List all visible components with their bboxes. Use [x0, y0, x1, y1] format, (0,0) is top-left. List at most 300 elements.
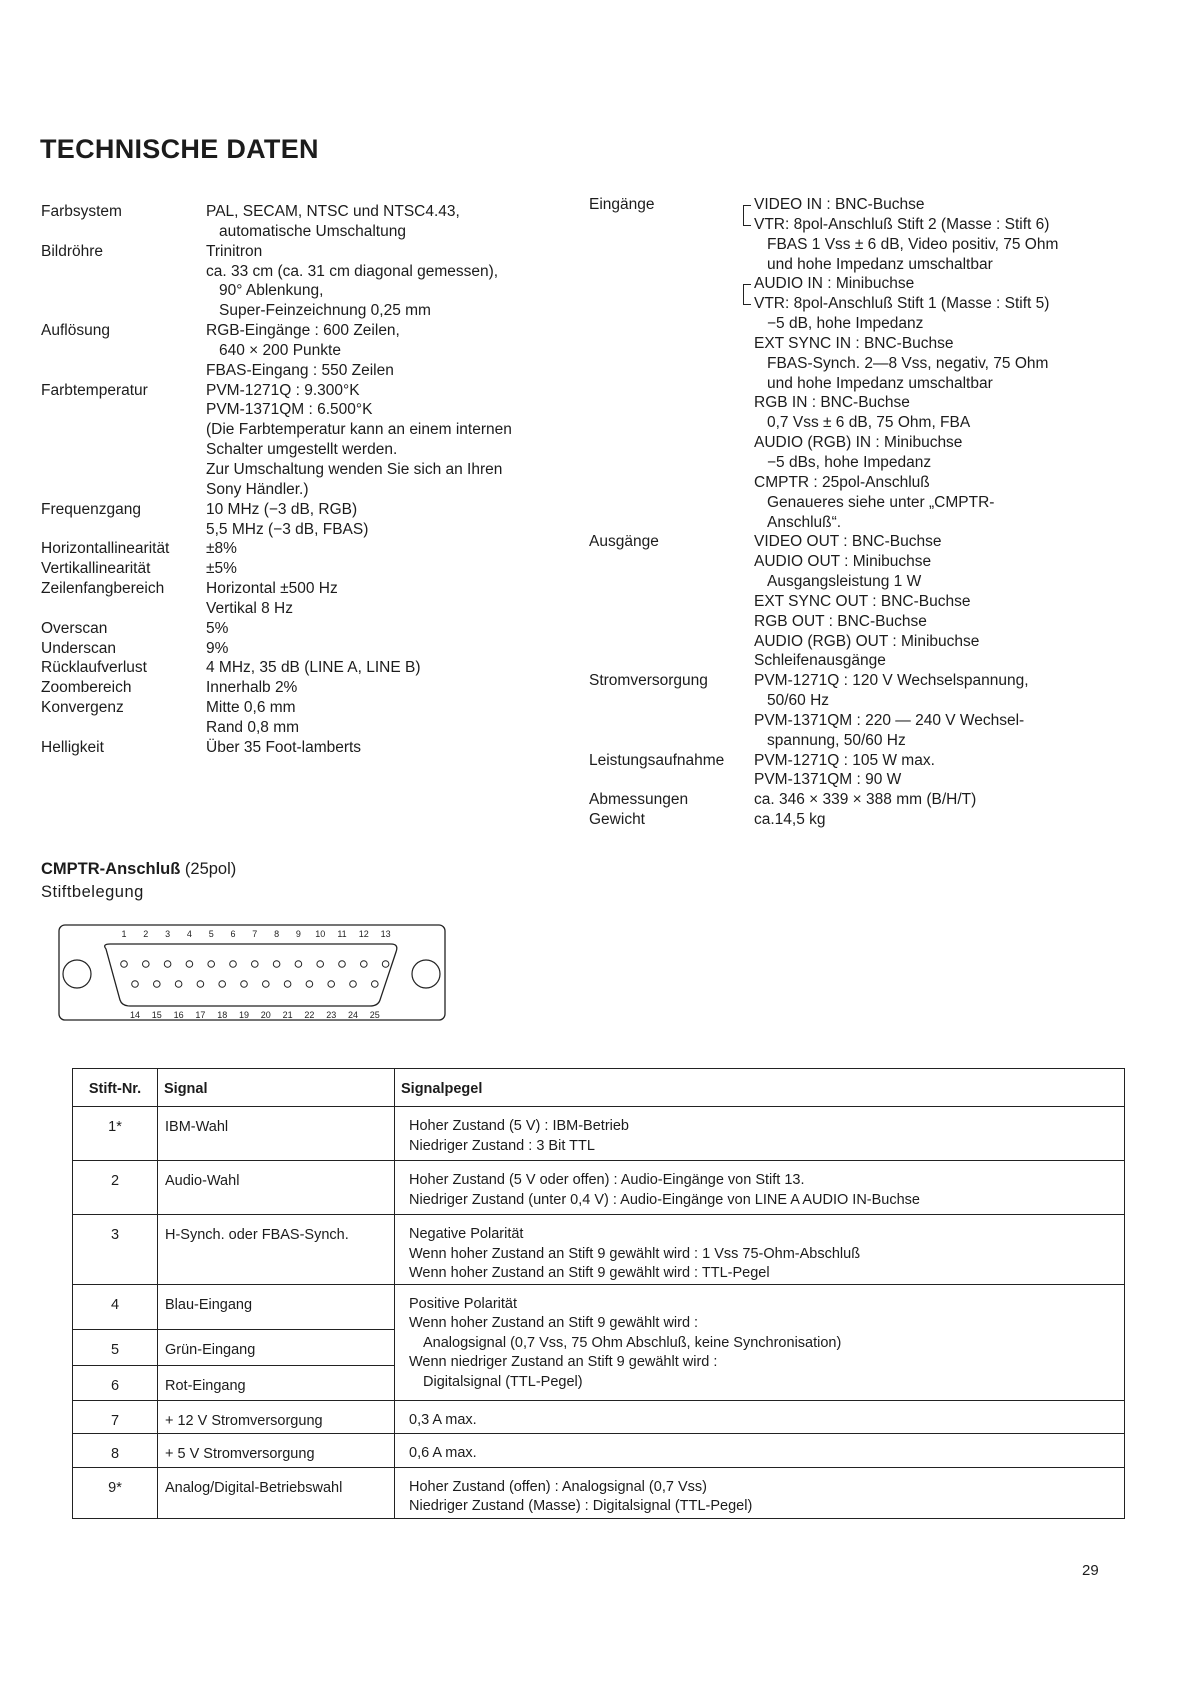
spec-value-wrap [206, 678, 297, 698]
spec-value: PVM-1271Q : 105 W max. [754, 751, 935, 769]
spec-value-wrap [754, 810, 826, 830]
spec-label [41, 480, 206, 500]
spec-row [589, 334, 1058, 354]
signal-level-line: Wenn hoher Zustand an Stift 9 gewählt wird : TTL-Pegel [409, 1265, 770, 1281]
spec-row [41, 698, 512, 718]
spec-value: (Die Farbtemperatur kann an einem internen [206, 421, 512, 439]
spec-value: Schalter umgestellt werden. [206, 441, 398, 459]
spec-value-wrap [754, 632, 979, 652]
spec-label [589, 552, 754, 572]
spec-row [589, 632, 1058, 652]
spec-value-wrap [206, 321, 400, 341]
spec-value: PVM-1271Q : 9.300°K [206, 381, 360, 399]
spec-row [589, 235, 1058, 255]
spec-value-wrap [754, 751, 935, 771]
pin-label: 13 [380, 929, 391, 939]
spec-label [589, 453, 754, 473]
spec-value-wrap [754, 671, 1029, 691]
spec-row [41, 658, 512, 678]
spec-label [41, 341, 206, 361]
pin-13 [382, 961, 389, 968]
spec-value-wrap [206, 400, 372, 420]
spec-value-wrap [754, 374, 993, 394]
signal-level-line: Hoher Zustand (5 V oder offen) : Audio-Eingänge von Stift 13. [409, 1172, 805, 1188]
bracket-icon [743, 294, 751, 305]
pin-label: 6 [230, 929, 236, 939]
spec-row [41, 619, 512, 639]
spec-label [589, 255, 754, 275]
spec-row [589, 314, 1058, 334]
pin-22 [306, 981, 313, 988]
spec-value-wrap [206, 242, 262, 262]
spec-value: 5% [206, 619, 229, 637]
spec-label [41, 400, 206, 420]
spec-value-wrap [754, 413, 970, 433]
spec-value-wrap [206, 361, 394, 381]
spec-value: ca. 346 × 339 × 388 mm (B/H/T) [754, 791, 977, 809]
spec-value-wrap [754, 314, 923, 334]
mounting-hole-icon [63, 960, 91, 988]
pin-15 [154, 981, 161, 988]
spec-value-wrap [206, 539, 237, 559]
signal-level [395, 1467, 1125, 1518]
spec-row [41, 460, 512, 480]
spec-value: Ausgangsleistung 1 W [767, 573, 922, 591]
spec-row [589, 374, 1058, 394]
spec-value-wrap [206, 619, 228, 639]
spec-value: Mitte 0,6 mm [206, 699, 296, 717]
spec-value-wrap [754, 294, 1049, 314]
pin-number: 6 [73, 1365, 158, 1400]
pin-number: 3 [73, 1215, 158, 1285]
spec-label: Rücklaufverlust [41, 659, 147, 677]
spec-label [589, 235, 754, 255]
spec-value: Schleifenausgänge [754, 652, 886, 670]
spec-row [589, 572, 1058, 592]
pin-label: 25 [369, 1010, 380, 1020]
spec-label [589, 354, 754, 374]
pin-label: 17 [195, 1010, 206, 1020]
spec-value: AUDIO OUT : Minibuchse [754, 553, 932, 571]
spec-value-wrap [206, 738, 361, 758]
spec-value: VIDEO IN : BNC-Buchse [754, 196, 925, 213]
pin-6 [230, 961, 237, 968]
spec-value-wrap [754, 433, 962, 453]
spec-row [41, 202, 512, 222]
pin-label: 11 [337, 929, 347, 939]
spec-label: Zoombereich [41, 679, 132, 697]
signal-level-line: Wenn hoher Zustand an Stift 9 gewählt wird : 1 Vss 75-Ohm-Abschluß [409, 1245, 861, 1262]
spec-value: automatische Umschaltung [219, 222, 406, 240]
spec-row [589, 393, 1058, 413]
spec-value: 9% [206, 639, 229, 657]
spec-value: EXT SYNC OUT : BNC-Buchse [754, 592, 971, 610]
pin-23 [328, 981, 335, 988]
spec-row [41, 500, 512, 520]
signal-level [395, 1107, 1125, 1161]
spec-value: RGB IN : BNC-Buchse [754, 394, 910, 412]
signal-level-line: Positive Polarität [409, 1295, 517, 1312]
spec-label: Farbtemperatur [41, 381, 148, 399]
spec-row [41, 559, 512, 579]
spec-value: FBAS 1 Vss ± 6 dB, Video positiv, 75 Ohm [767, 235, 1059, 253]
pin-number: 2 [73, 1161, 158, 1215]
specs-left-column [41, 202, 512, 758]
spec-value: 5,5 MHz (−3 dB, FBAS) [206, 520, 369, 538]
spec-label [589, 731, 754, 751]
spec-row [41, 599, 512, 619]
spec-row [41, 222, 512, 242]
pin-label: 21 [282, 1010, 293, 1020]
spec-label [41, 718, 206, 738]
spec-row [589, 651, 1058, 671]
spec-label [589, 513, 754, 533]
signal-level-line: Hoher Zustand (offen) : Analogsignal (0,7 Vss) [409, 1478, 707, 1495]
connector-subheading: Stiftbelegung [41, 883, 144, 901]
signal-level [395, 1433, 1125, 1467]
pin-17 [197, 981, 204, 988]
spec-value-wrap [206, 658, 421, 678]
spec-label [41, 361, 206, 381]
table-row [73, 1215, 1125, 1285]
spec-value-wrap [754, 393, 910, 413]
signal-name: Analog/Digital-Betriebswahl [158, 1467, 395, 1518]
pin-2 [143, 961, 150, 968]
pin-18 [219, 981, 226, 988]
pin-9 [295, 961, 302, 968]
spec-value: AUDIO (RGB) OUT : Minibuchse [754, 632, 980, 650]
spec-value: 640 × 200 Punkte [219, 341, 341, 359]
pin-16 [175, 981, 182, 988]
signal-name: Grün-Eingang [158, 1329, 395, 1365]
spec-row [589, 453, 1058, 473]
spec-value: AUDIO (RGB) IN : Minibuchse [754, 434, 963, 452]
spec-row [41, 400, 512, 420]
spec-value: −5 dB, hohe Impedanz [767, 315, 924, 333]
spec-value: EXT SYNC IN : BNC-Buchse [754, 334, 954, 352]
spec-value: ±5% [206, 560, 237, 578]
spec-row [41, 738, 512, 758]
column-header: Signalpegel [395, 1069, 1125, 1107]
spec-label: Stromversorgung [589, 672, 708, 690]
spec-value: 50/60 Hz [767, 692, 830, 710]
spec-value: Innerhalb 2% [206, 679, 298, 697]
pin-table [72, 1068, 1125, 1519]
spec-value-wrap [754, 651, 886, 671]
spec-value-wrap [206, 341, 341, 361]
spec-value-wrap [754, 334, 954, 354]
pin-label: 4 [186, 929, 192, 939]
pin-number: 8 [73, 1433, 158, 1467]
pin-label: 1 [121, 929, 127, 939]
pin-8 [273, 961, 280, 968]
signal-level [395, 1161, 1125, 1215]
spec-value: ca. 33 cm (ca. 31 cm diagonal gemessen), [206, 262, 499, 280]
pin-label: 22 [304, 1010, 315, 1020]
spec-label: Auflösung [41, 322, 110, 340]
spec-value-wrap [754, 453, 931, 473]
pin-label: 24 [347, 1010, 359, 1020]
spec-label [589, 413, 754, 433]
spec-label [589, 493, 754, 513]
pin-3 [164, 961, 171, 968]
pin-label: 20 [260, 1010, 271, 1020]
pin-12 [361, 961, 368, 968]
spec-value: ca.14,5 kg [754, 811, 826, 829]
spec-row [41, 301, 512, 321]
spec-label [589, 473, 754, 493]
spec-label: Vertikallinearität [41, 560, 151, 578]
signal-name: Audio-Wahl [158, 1161, 395, 1215]
pin-19 [241, 981, 248, 988]
spec-row [589, 473, 1058, 493]
pin-21 [284, 981, 291, 988]
spec-row [41, 678, 512, 698]
spec-label [41, 222, 206, 242]
signal-name: H-Synch. oder FBAS-Synch. [158, 1215, 395, 1285]
table-row [73, 1161, 1125, 1215]
pin-14 [132, 981, 139, 988]
spec-label: Helligkeit [41, 738, 104, 756]
spec-row [41, 381, 512, 401]
signal-level-line: 0,3 A max. [409, 1411, 477, 1428]
spec-value: VIDEO OUT : BNC-Buchse [754, 533, 942, 551]
spec-row [41, 579, 512, 599]
pin-label: 10 [315, 929, 326, 939]
spec-label: Bildröhre [41, 242, 104, 260]
spec-label: Gewicht [589, 811, 645, 829]
spec-value-wrap [754, 532, 941, 552]
pin-number: 9* [73, 1467, 158, 1518]
table-row [73, 1284, 1125, 1329]
spec-value: PVM-1371QM : 6.500°K [206, 401, 373, 419]
spec-label: Frequenzgang [41, 500, 141, 518]
spec-value: 10 MHz (−3 dB, RGB) [206, 500, 358, 518]
spec-row [41, 440, 512, 460]
pin-label: 5 [208, 929, 214, 939]
spec-label [41, 281, 206, 301]
spec-value-wrap [206, 281, 323, 301]
signal-name: Rot-Eingang [158, 1365, 395, 1400]
spec-value: PVM-1371QM : 220 — 240 V Wechsel- [754, 711, 1025, 729]
spec-value-wrap [206, 579, 338, 599]
signal-level-line: Negative Polarität [409, 1226, 524, 1242]
spec-row [41, 341, 512, 361]
pin-label: 3 [165, 929, 171, 939]
spec-value-wrap [754, 691, 829, 711]
spec-row [589, 354, 1058, 374]
spec-value-wrap [206, 520, 368, 540]
signal-name: + 5 V Stromversorgung [158, 1433, 395, 1467]
spec-value-wrap [754, 493, 994, 513]
spec-row [589, 274, 1058, 294]
spec-row [41, 242, 512, 262]
spec-row [589, 215, 1058, 235]
spec-value: PVM-1271Q : 120 V Wechselspannung, [754, 672, 1029, 690]
spec-value: Über 35 Foot-lamberts [206, 738, 362, 756]
spec-value-wrap [206, 599, 293, 619]
spec-row [589, 671, 1058, 691]
spec-row [589, 691, 1058, 711]
table-row [73, 1400, 1125, 1433]
spec-row [589, 751, 1058, 771]
connector-heading-bold: CMPTR-Anschluß [41, 860, 181, 878]
spec-row [589, 592, 1058, 612]
signal-name: IBM-Wahl [158, 1107, 395, 1161]
spec-value-wrap [754, 612, 927, 632]
spec-value-wrap [754, 255, 993, 275]
spec-value-wrap [206, 698, 296, 718]
spec-label [589, 651, 754, 671]
spec-label [41, 460, 206, 480]
pin-label: 2 [143, 929, 149, 939]
spec-value-wrap [754, 711, 1024, 731]
signal-level-line: Wenn niedriger Zustand an Stift 9 gewählt wird : [409, 1354, 718, 1370]
pin-24 [350, 981, 357, 988]
spec-label [589, 294, 754, 314]
spec-value-wrap [206, 500, 357, 520]
spec-value: Genaueres siehe unter „CMPTR- [767, 493, 995, 511]
signal-level-line: Wenn hoher Zustand an Stift 9 gewählt wird : [409, 1315, 699, 1331]
spec-value-wrap [206, 222, 406, 242]
spec-value-wrap [206, 639, 228, 659]
spec-value: PAL, SECAM, NTSC und NTSC4.43, [206, 203, 460, 220]
spec-label [589, 691, 754, 711]
spec-label [41, 599, 206, 619]
signal-level-line: Niedriger Zustand (Masse) : Digitalsignal (TTL-Pegel) [409, 1498, 753, 1514]
pin-label: 14 [129, 1010, 141, 1020]
mounting-hole-icon [412, 960, 440, 988]
pin-10 [317, 961, 324, 968]
spec-row [589, 294, 1058, 314]
table-header-row [73, 1069, 1125, 1107]
spec-value-wrap [206, 301, 431, 321]
spec-label [41, 420, 206, 440]
signal-level-line: 0,6 A max. [409, 1444, 477, 1461]
spec-value-wrap [754, 354, 1048, 374]
pin-label: 8 [274, 929, 280, 939]
spec-value-wrap [206, 381, 360, 401]
specs-right-column [589, 195, 1058, 830]
spec-label [41, 440, 206, 460]
spec-label [41, 520, 206, 540]
spec-label [589, 334, 754, 354]
spec-value: Vertikal 8 Hz [206, 599, 294, 617]
signal-level-line: Digitalsignal (TTL-Pegel) [423, 1373, 583, 1390]
spec-row [41, 480, 512, 500]
spec-row [589, 552, 1058, 572]
spec-value-wrap [206, 480, 309, 500]
spec-label: Abmessungen [589, 791, 689, 809]
connector-heading-rest: (25pol) [180, 860, 237, 878]
spec-label [589, 592, 754, 612]
spec-value: spannung, 50/60 Hz [767, 731, 906, 749]
spec-row [589, 513, 1058, 533]
signal-name: Blau-Eingang [158, 1284, 395, 1329]
connector-heading [41, 860, 236, 879]
spec-row [589, 195, 1058, 215]
pin-number: 5 [73, 1329, 158, 1365]
spec-value: und hohe Impedanz umschaltbar [767, 255, 993, 273]
spec-label: Ausgänge [589, 533, 659, 551]
spec-value-wrap [206, 460, 502, 480]
column-header: Stift-Nr. [73, 1069, 158, 1107]
spec-value-wrap [754, 195, 925, 215]
spec-row [41, 520, 512, 540]
column-header: Signal [158, 1069, 395, 1107]
pin-number: 1* [73, 1107, 158, 1161]
spec-label [589, 274, 754, 294]
spec-value-wrap [206, 718, 299, 738]
pin-label: 18 [217, 1010, 228, 1020]
spec-value-wrap [754, 235, 1058, 255]
pin-number: 7 [73, 1400, 158, 1433]
spec-value: FBAS-Synch. 2—8 Vss, negativ, 75 Ohm [767, 354, 1049, 372]
spec-value-wrap [754, 572, 921, 592]
spec-value-wrap [754, 592, 971, 612]
spec-row [589, 433, 1058, 453]
spec-label: Horizontallinearität [41, 540, 170, 558]
spec-value: −5 dBs, hohe Impedanz [767, 453, 932, 471]
spec-row [41, 639, 512, 659]
spec-value: PVM-1371QM : 90 W [754, 771, 902, 789]
spec-value-wrap [754, 215, 1049, 235]
spec-row [41, 321, 512, 341]
spec-row [41, 281, 512, 301]
spec-value-wrap [754, 552, 931, 572]
spec-row [589, 612, 1058, 632]
signal-name: + 12 V Stromversorgung [158, 1400, 395, 1433]
signal-level-line: Analogsignal (0,7 Vss, 75 Ohm Abschluß, keine Synchronisation) [423, 1334, 842, 1351]
spec-row [589, 255, 1058, 275]
pin-7 [252, 961, 259, 968]
pin-label: 12 [358, 929, 369, 939]
spec-label [589, 612, 754, 632]
spec-label [589, 314, 754, 334]
spec-value: RGB-Eingänge : 600 Zeilen, [206, 322, 400, 340]
spec-label [589, 433, 754, 453]
spec-value: Super-Feinzeichnung 0,25 mm [219, 302, 431, 320]
spec-label [589, 215, 754, 235]
spec-row [589, 413, 1058, 433]
spec-value: RGB OUT : BNC-Buchse [754, 612, 927, 630]
pin-25 [372, 981, 379, 988]
pin-label: 16 [173, 1010, 184, 1020]
spec-value: FBAS-Eingang : 550 Zeilen [206, 361, 394, 379]
spec-row [589, 731, 1058, 751]
spec-value: Horizontal ±500 Hz [206, 580, 338, 598]
spec-value: Anschluß“. [767, 513, 842, 531]
spec-row [589, 810, 1058, 830]
spec-row [589, 711, 1058, 731]
spec-label [589, 770, 754, 790]
spec-value: 90° Ablenkung, [219, 282, 324, 300]
spec-label: Eingänge [589, 196, 655, 213]
spec-label [589, 374, 754, 394]
spec-value-wrap [206, 440, 397, 460]
signal-level [395, 1400, 1125, 1433]
spec-row [41, 539, 512, 559]
spec-row [589, 770, 1058, 790]
signal-level-line: Niedriger Zustand (unter 0,4 V) : Audio-Eingänge von LINE A AUDIO IN-Buchse [409, 1191, 920, 1208]
spec-label: Farbsystem [41, 203, 122, 220]
page-title: TECHNISCHE DATEN [40, 134, 319, 164]
pin-1 [121, 961, 128, 968]
spec-label [589, 632, 754, 652]
signal-level [395, 1284, 1125, 1400]
spec-value-wrap [754, 731, 906, 751]
spec-value-wrap [754, 513, 841, 533]
